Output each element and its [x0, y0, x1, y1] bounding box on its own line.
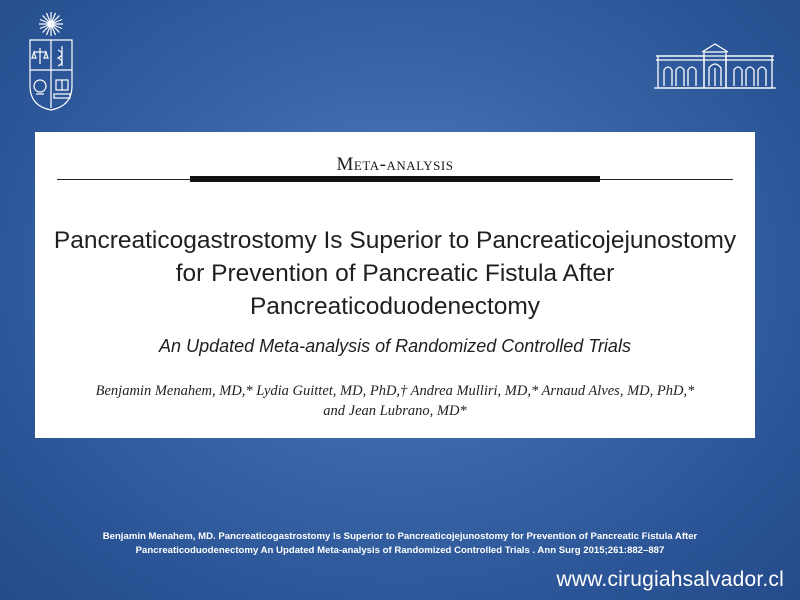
citation-line: Pancreaticoduodenectomy An Updated Meta-analysis of Randomized Controlled Trials . Ann Surg 2015;261:882–887: [135, 545, 665, 556]
article-header: [35, 132, 755, 438]
citation-line: Benjamin Menahem, MD. Pancreaticogastrostomy Is Superior to Pancreaticojejunostomy for Prevention of Pancreatic Fistula After: [102, 531, 698, 542]
authors-line: and Jean Lubrano, MD*: [323, 403, 467, 419]
title-line: Pancreaticoduodenectomy: [249, 293, 541, 320]
header-rule-thick: [190, 176, 600, 182]
article-subtitle: An Updated Meta-analysis of Randomized Controlled Trials: [159, 336, 631, 356]
section-label: Meta-analysis: [336, 154, 454, 175]
citation: [60, 530, 740, 558]
website-url: www.cirugiahsalvador.cl: [556, 568, 784, 591]
article-title: [35, 224, 755, 323]
university-crest-icon: [26, 8, 76, 112]
authors-line: Benjamin Menahem, MD,* Lydia Guittet, MD, PhD,† Andrea Mulliri, MD,* Arnaud Alves, MD, PhD,*: [95, 383, 695, 399]
title-line: for Prevention of Pancreatic Fistula After: [175, 260, 615, 287]
hospital-building-icon: [654, 42, 776, 90]
article-authors: [35, 381, 755, 421]
title-line: Pancreaticogastrostomy Is Superior to Pancreaticojejunostomy: [53, 227, 737, 254]
